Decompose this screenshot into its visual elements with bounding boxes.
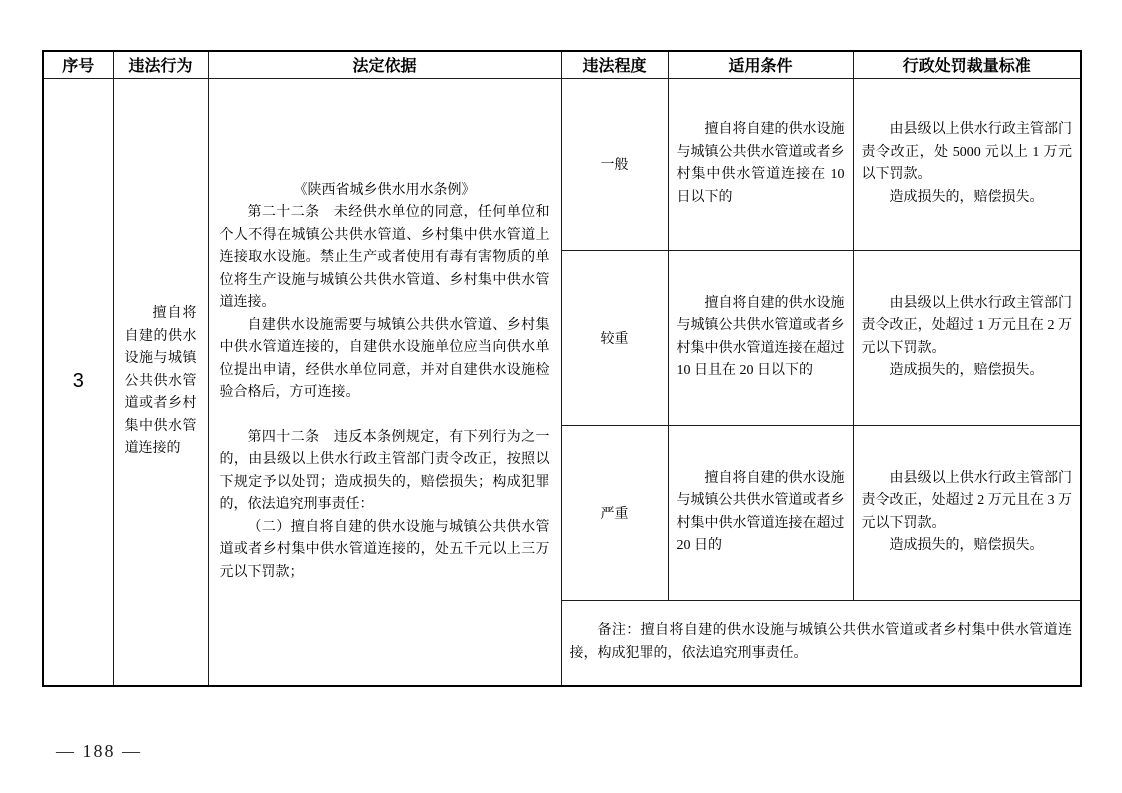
degree-cell-serious: 较重 (561, 250, 668, 425)
penalty-cell-general (853, 78, 1081, 250)
penalty-text-serious: 由县级以上供水行政主管部门责令改正，处超过 1 万元且在 2 万元以下罚款。 (861, 295, 1072, 356)
severity-row-general (43, 78, 1081, 250)
penalty-text-severe: 由县级以上供水行政主管部门责令改正，处超过 2 万元且在 3 万元以下罚款。 (861, 470, 1072, 531)
condition-text-general: 擅自将自建的供水设施与城镇公共供水管道或者乡村集中供水管道连接在 10 日以下的 (676, 122, 845, 205)
illegal-act-text: 擅自将自建的供水设施与城镇公共供水管道或者乡村集中供水管道连接的 (124, 306, 197, 456)
col-header-penalty-standard: 行政处罚裁量标准 (853, 51, 1081, 78)
legal-basis-article-42-item2: （二）擅自将自建的供水设施与城镇公共供水管道或者乡村集中供水管道连接的，处五千元以上三万元以下罚款； (219, 519, 550, 580)
penalty-compensation-serious: 造成损失的，赔偿损失。 (889, 363, 1044, 378)
col-header-violation-degree: 违法程度 (561, 51, 668, 78)
legal-basis-article-22-cont: 自建供水设施需要与城镇公共供水管道、乡村集中供水管道连接的，自建供水设施单位应当向供水单位提出申请，经供水单位同意，并对自建供水设施检验合格后，方可连接。 (219, 317, 550, 400)
col-header-illegal-act: 违法行为 (113, 51, 208, 78)
page-number: — 188 — (56, 741, 142, 761)
legal-basis-cell (208, 78, 561, 686)
condition-cell-severe (668, 425, 853, 600)
serial-number-cell: 3 (43, 78, 113, 686)
penalty-text-general: 由县级以上供水行政主管部门责令改正，处 5000 元以上 1 万元以下罚款。 (861, 122, 1072, 182)
legal-basis-article-42: 第四十二条 违反本条例规定，有下列行为之一的，由县级以上供水行政主管部门责令改正，按照以下规定予以处罚；造成损失的，赔偿损失；构成犯罪的，依法追究刑事责任： (219, 429, 550, 512)
degree-cell-severe: 严重 (561, 425, 668, 600)
condition-text-severe: 擅自将自建的供水设施与城镇公共供水管道或者乡村集中供水管道连接在超过 20 日的 (676, 470, 845, 553)
remark-text: 备注：擅自将自建的供水设施与城镇公共供水管道或者乡村集中供水管道连接，构成犯罪的，依法追究刑事责任。 (569, 623, 1072, 661)
degree-cell-general: 一般 (561, 78, 668, 250)
col-header-serial: 序号 (43, 51, 113, 78)
remark-cell (561, 600, 1081, 686)
condition-text-serious: 擅自将自建的供水设施与城镇公共供水管道或者乡村集中供水管道连接在超过 10 日且在 20 日以下的 (676, 295, 845, 378)
col-header-legal-basis: 法定依据 (208, 51, 561, 78)
col-header-applicable-condition: 适用条件 (668, 51, 853, 78)
penalty-compensation-severe: 造成损失的，赔偿损失。 (889, 538, 1044, 553)
legal-basis-title: 《陕西省城乡供水用水条例》 (293, 182, 476, 198)
table-header-row (43, 51, 1081, 78)
penalty-compensation-general: 造成损失的，赔偿损失。 (889, 189, 1044, 205)
condition-cell-serious (668, 250, 853, 425)
penalty-cell-serious (853, 250, 1081, 425)
illegal-act-cell (113, 78, 208, 686)
condition-cell-general (668, 78, 853, 250)
penalty-standards-table (42, 50, 1082, 687)
penalty-cell-severe (853, 425, 1081, 600)
legal-basis-article-22: 第二十二条 未经供水单位的同意，任何单位和个人不得在城镇公共供水管道、乡村集中供水管道上连接取水设施。禁止生产或者使用有毒有害物质的单位将生产设施与城镇公共供水管道、乡村集中供水管道连接。 (219, 205, 550, 310)
